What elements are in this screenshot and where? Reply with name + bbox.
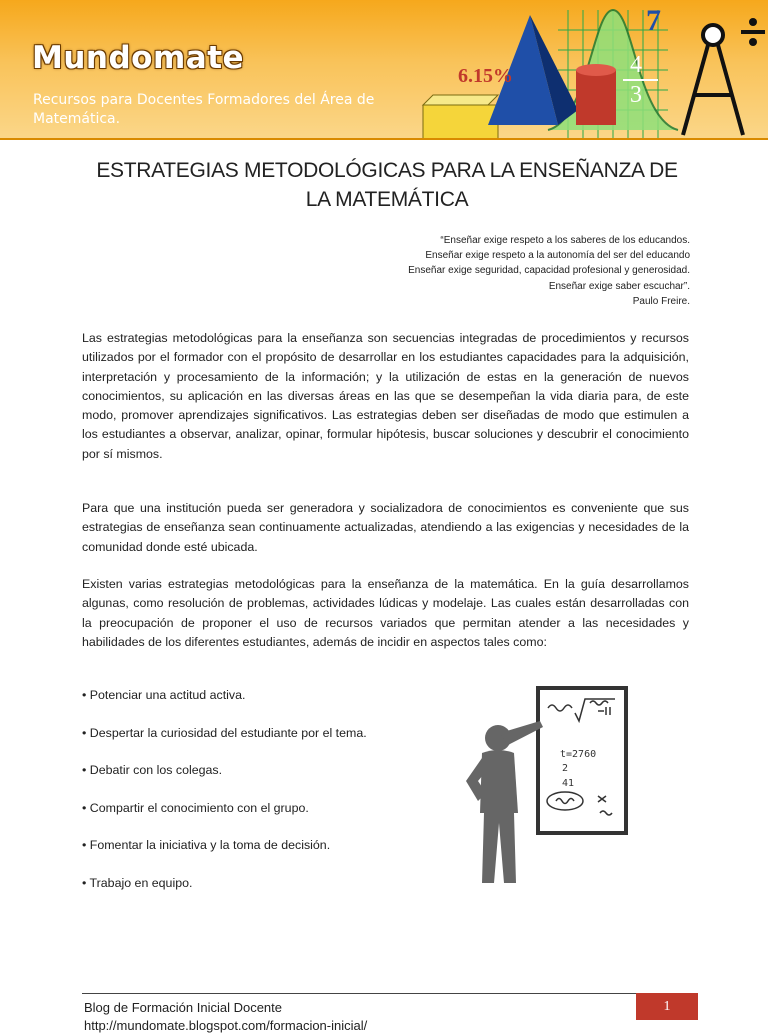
list-item: • Fomentar la iniciativa y la toma de decisión.	[82, 838, 331, 852]
three-label: 3	[630, 82, 642, 108]
paragraph-1: Las estrategias metodológicas para la enseñanza son secuencias integradas de procedimientos y recursos utilizados por el formador con el propósito de desarrollar en los estudiantes capacidades para la adquisición, interpretación y procesamiento de la información; y la utilización de estas en la generación de nuevos conocimientos, su aplicación en las diversas áreas en las que se desempeñan la vida diaria para, de este modo, promover aprendizajes significativos. Las estrategias deben ser diseñadas de modo que estimulen a los estudiantes a observar, analizar, opinar, formular hipótesis, buscar soluciones y descubrir el conocimiento por sí mismos.	[82, 331, 689, 461]
list-item: • Trabajo en equipo.	[82, 875, 193, 890]
board-number: 41	[562, 778, 575, 789]
site-title[interactable]: Mundomate	[32, 40, 245, 76]
page-title: ESTRATEGIAS METODOLÓGICAS PARA LA ENSEÑANZA DE LA MATEMÁTICA	[96, 159, 678, 211]
compass-icon	[683, 25, 743, 135]
yellow-cube	[423, 95, 498, 140]
list-item: • Despertar la curiosidad del estudiante por el tema.	[82, 725, 367, 740]
quote-line: Enseñar exige saber escuchar”.	[548, 280, 690, 292]
quote-line: “Enseñar exige respeto a los saberes de los educandos.	[440, 235, 690, 246]
list-item: • Compartir el conocimiento con el grupo.	[82, 800, 309, 815]
footer-divider	[82, 993, 698, 994]
red-cylinder	[576, 64, 616, 125]
percent-label: 6.15%	[458, 65, 513, 87]
bullet-list	[82, 686, 442, 911]
site-subtitle: Recursos para Docentes Formadores del Área de Matemática.	[33, 92, 375, 127]
list-item: • Potenciar una actitud activa.	[82, 688, 246, 702]
footer-url-link[interactable]: http://mundomate.blogspot.com/formacion-inicial/	[84, 1018, 368, 1033]
quote-line: Enseñar exige respeto a la autonomía del ser del educando	[425, 250, 690, 262]
paragraph-3: Existen varias estrategias metodológicas para la enseñanza de la matemática. En la guía desarrollamos algunas, como resolución de problemas, actividades lúdicas y modelaje. Las cuales están desarrolladas con la preocupación de proponer el uso de recursos variados que permitan atender a las necesidades y habilidades de los diferentes estudiantes, además de incidir en aspectos tales como:	[82, 577, 689, 649]
math-banner-art	[418, 0, 768, 140]
paragraph-2: Para que una institución pueda ser generadora y socializadora de conocimientos es conveniente que sus estrategias de enseñanza sean continuamente actualizadas, atendiendo a las exigencias y necesidades de la comunidad donde esté ubicada.	[82, 501, 689, 554]
board-formula: t=2760	[560, 749, 597, 760]
header-banner	[0, 0, 768, 140]
teacher-figure	[466, 721, 543, 883]
board-number: 2	[562, 763, 569, 774]
division-icon	[741, 18, 765, 46]
seven-label: 7	[646, 4, 661, 37]
quote-line: Enseñar exige seguridad, capacidad profesional y generosidad.	[408, 265, 690, 277]
footer-blog-name: Blog de Formación Inicial Docente	[84, 1000, 282, 1015]
list-item: • Debatir con los colegas.	[82, 763, 223, 777]
banner-divider	[0, 138, 768, 140]
epigraph-quote	[320, 233, 690, 309]
page-number-badge: 1	[636, 993, 698, 1020]
quote-author: Paulo Freire.	[632, 295, 690, 307]
four-label: 4	[630, 52, 642, 78]
teacher-at-board-illustration	[460, 683, 630, 888]
